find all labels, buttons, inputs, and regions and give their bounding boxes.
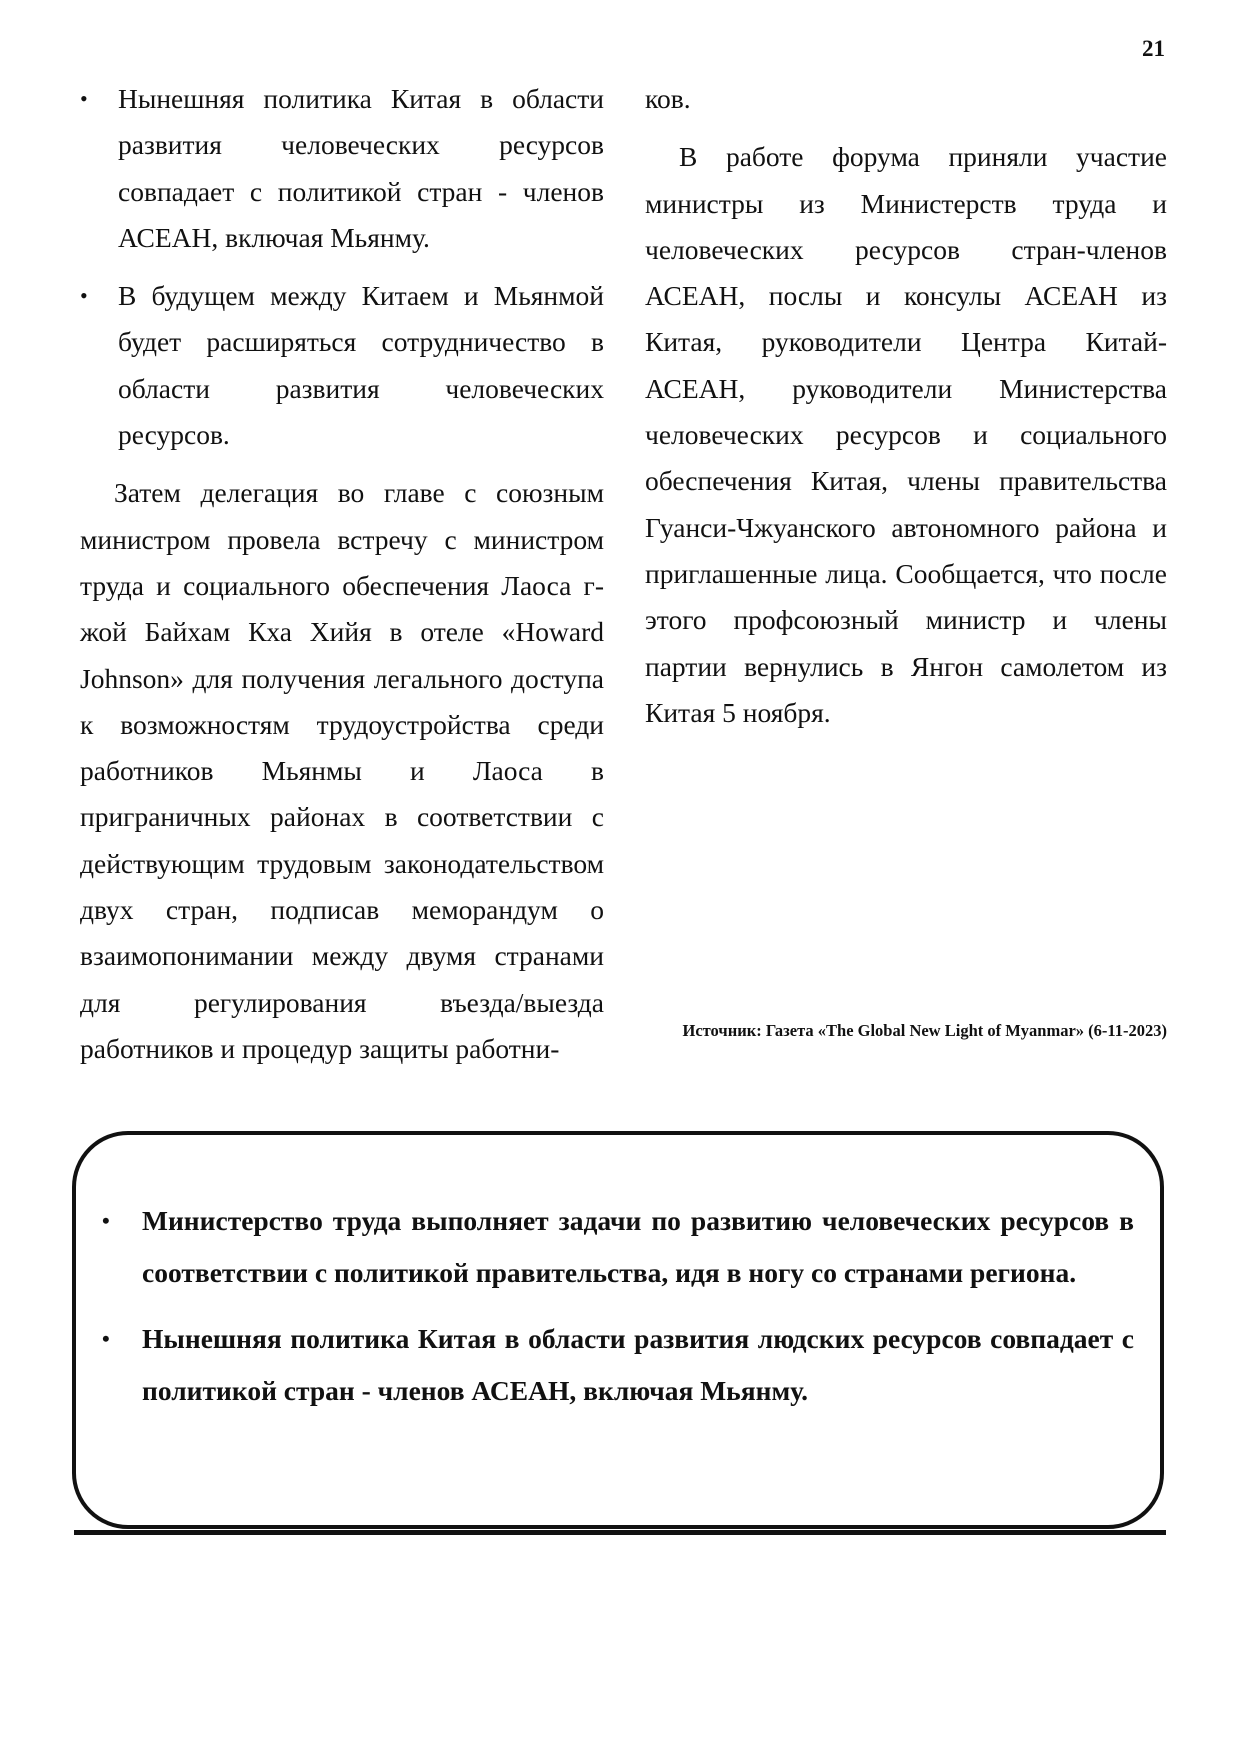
bullet-icon: • xyxy=(80,283,88,309)
body-paragraph: В работе форума приняли участие министры из Министерств труда и человеческих ресурсов стран-членов АСЕАН, послы и консулы АСЕАН из Китая, руководители Центра Китай-АСЕАН, руководители Министерства человеческих ресурсов и социального обеспечения Китая, члены правительства Гуанси-Чжуанского автономного района и приглашенные лица. Сообщается, что после этого профсоюзный министр и члены партии вернулись в Янгон самолетом из Китая 5 ноября. xyxy=(645,141,1167,728)
right-column xyxy=(645,76,1167,736)
list-item xyxy=(102,1313,1134,1417)
bullet-icon: • xyxy=(102,1208,110,1233)
bullet-icon: • xyxy=(80,86,88,111)
continuation-text: ков. xyxy=(645,83,691,114)
summary-bullet-list xyxy=(102,1195,1134,1417)
list-item xyxy=(80,76,604,261)
summary-bullet-text: Министерство труда выполняет задачи по развитию человеческих ресурсов в соответствии с политикой правительства, идя в ногу со странами региона. xyxy=(142,1205,1134,1288)
bottom-divider xyxy=(74,1530,1166,1535)
body-paragraph: Затем делегация во главе с союзным министром провела встречу с министром труда и социального обеспечения Лаоса г-жой Байхам Кха Хийя в отеле «Howard Johnson» для получения легального доступа к возможностям трудоустройства среди работников Мьянмы и Лаоса в приграничных районах в соответствии с действующим трудовым законодательством двух стран, подписав меморандум о взаимопонимании между двумя странами для регулирования въезда/выезда работников и процедур защиты работни- xyxy=(80,477,604,1064)
page-number: 21 xyxy=(1142,36,1165,61)
source-citation: Источник: Газета «The Global New Light of Myanmar» (6-11-2023) xyxy=(682,1021,1167,1040)
list-item xyxy=(80,273,604,458)
summary-bullet-text: Нынешняя политика Китая в области развития людских ресурсов совпадает с политикой стран - членов АСЕАН, включая Мьянму. xyxy=(142,1323,1134,1406)
list-item xyxy=(102,1195,1134,1299)
bullet-text: Нынешняя политика Китая в области развития человеческих ресурсов совпадает с политикой стран - членов АСЕАН, включая Мьянму. xyxy=(118,83,604,253)
bullet-icon: • xyxy=(102,1326,110,1351)
left-bullet-list xyxy=(80,76,604,458)
bullet-text: В будущем между Китаем и Мьянмой будет расширяться сотрудничество в области развития человеческих ресурсов. xyxy=(118,280,604,451)
left-column xyxy=(80,76,604,1072)
summary-box xyxy=(72,1131,1164,1529)
